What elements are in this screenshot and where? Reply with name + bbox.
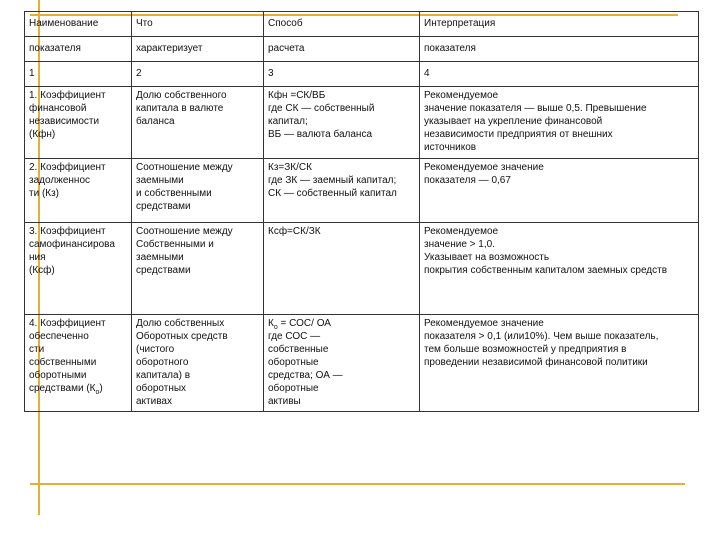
header-cell: показателя	[420, 37, 699, 62]
column-number: 2	[132, 62, 264, 87]
header-cell: Наименование	[25, 12, 132, 37]
characterizes-cell: Соотношение между заемными и собственными средствами	[132, 159, 264, 223]
ratio-name-text-end: )	[99, 383, 103, 394]
ratio-name-cell	[25, 315, 132, 412]
header-cell: показателя	[25, 37, 132, 62]
interpretation-cell: Рекомендуемое значение показателя — выше 0,5. Превышение указывает на укрепление финансовой независимости предприятия от внешних источников	[420, 87, 699, 159]
header-row-1	[25, 12, 699, 37]
formula-text: = СОС/ ОА где СОС — собственные оборотные средства; ОА — оборотные активы	[268, 318, 343, 407]
calculation-cell	[264, 315, 420, 412]
table-row-self-financing	[25, 223, 699, 315]
table-row-financial-independence	[25, 87, 699, 159]
formula-symbol: К	[268, 318, 274, 329]
header-row-2	[25, 37, 699, 62]
header-cell: характеризует	[132, 37, 264, 62]
financial-ratios-table	[24, 11, 699, 412]
header-cell: Способ	[264, 12, 420, 37]
calculation-cell: Кз=ЗК/СК где ЗК — заемный капитал; СК — собственный капитал	[264, 159, 420, 223]
ratio-name-cell: 2. Коэффициент задолженнос ти (Кз)	[25, 159, 132, 223]
characterizes-cell: Долю собственного капитала в валюте баланса	[132, 87, 264, 159]
column-number: 3	[264, 62, 420, 87]
header-cell: Интерпретация	[420, 12, 699, 37]
ratio-name-cell: 3. Коэффициент самофинансирова ния (Ксф)	[25, 223, 132, 315]
header-cell: Что	[132, 12, 264, 37]
subscript: о	[95, 389, 100, 396]
ratio-name-text: 4. Коэффициент обеспеченно сти собственными оборотными средствами (К	[29, 318, 106, 394]
table-row-working-capital	[25, 315, 699, 412]
ratio-name-cell: 1. Коэффициент финансовой независимости (Кфн)	[25, 87, 132, 159]
column-numbers-row	[25, 62, 699, 87]
column-number: 1	[25, 62, 132, 87]
bottom-decorative-line	[30, 483, 685, 485]
interpretation-cell: Рекомендуемое значение показателя > 0,1 (или10%). Чем выше показатель, тем больше возможностей у предприятия в проведении независимой финансовой политики	[420, 315, 699, 412]
interpretation-cell: Рекомендуемое значение > 1,0. Указывает на возможность покрытия собственным капиталом заемных средств	[420, 223, 699, 315]
header-cell: расчета	[264, 37, 420, 62]
subscript: о	[273, 324, 278, 331]
interpretation-cell: Рекомендуемое значение показателя — 0,67	[420, 159, 699, 223]
table-row-debt-ratio	[25, 159, 699, 223]
calculation-cell: Кфн =СК/ВБ где СК — собственный капитал; ВБ — валюта баланса	[264, 87, 420, 159]
characterizes-cell: Соотношение между Собственными и заемными средствами	[132, 223, 264, 315]
calculation-cell: Ксф=СК/ЗК	[264, 223, 420, 315]
characterizes-cell: Долю собственных Оборотных средств (чистого оборотного капитала) в оборотных активах	[132, 315, 264, 412]
column-number: 4	[420, 62, 699, 87]
